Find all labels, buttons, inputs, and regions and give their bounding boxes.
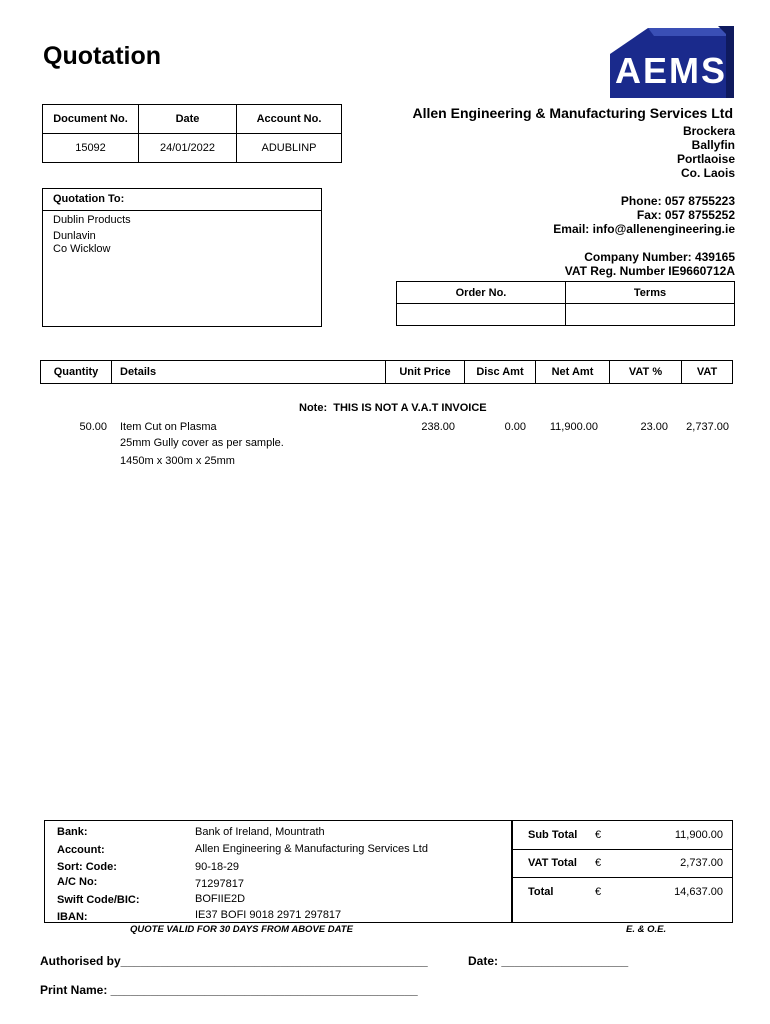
item-net-amt: 11,900.00 [549,421,598,433]
subtotal-value: 11,900.00 [674,829,723,841]
sort-code-value: 90-18-29 [195,861,240,873]
document-header-table [42,104,342,163]
item-vat-pct: 23.00 [640,421,668,433]
quotation-to-line: Dublin Products [53,214,131,226]
quote-valid-note: QUOTE VALID FOR 30 DAYS FROM ABOVE DATE [130,924,353,935]
account-label: Account: [57,844,105,856]
iban-value: IE37 BOFI 9018 2971 297817 [195,909,342,921]
company-address [677,124,735,180]
item-detail-line: 1450m x 300m x 25mm [120,455,235,467]
address-line: Ballyfin [691,138,735,152]
col-net-amt: Net Amt [536,361,610,384]
company-registration [565,250,735,278]
vat-note: Note: THIS IS NOT A V.A.T INVOICE [299,402,487,414]
col-unit-price: Unit Price [386,361,465,384]
quotation-to-label: Quotation To: [53,193,125,205]
total-value: 14,637.00 [674,886,723,898]
doc-no-label: Document No. [43,105,139,134]
vat-reg-number: VAT Reg. Number IE9660712A [564,264,735,278]
item-vat: 2,737.00 [686,421,729,433]
address-line: Portlaoise [676,152,735,166]
account-value: Allen Engineering & Manufacturing Services Ltd [195,843,428,855]
bank-label: Bank: [57,826,88,838]
page-title: Quotation [43,42,162,70]
iban-label: IBAN: [57,911,88,923]
item-unit-price: 238.00 [421,421,455,433]
account-no-value: ADUBLINP [237,134,342,163]
sort-code-label: Sort: Code: [57,861,117,873]
authorised-by-line: Authorised by______________________________________________ [40,954,428,968]
item-detail-line: 25mm Gully cover as per sample. [120,437,284,449]
eoe-note: E. & O.E. [626,924,667,935]
col-vat: VAT [682,361,733,384]
quotation-to-line: Co Wicklow [53,243,111,255]
address-line: Brockera [682,124,735,138]
company-contact [553,194,735,236]
currency-symbol: € [595,829,602,841]
total-label: Total [528,886,554,898]
col-vat-pct: VAT % [610,361,682,384]
currency-symbol: € [595,857,602,869]
company-logo [608,26,736,100]
order-no-label: Order No. [397,282,566,304]
currency-symbol: € [595,886,602,898]
date-value: 24/01/2022 [139,134,237,163]
item-detail-line: Item Cut on Plasma [120,421,217,433]
quotation-to-box [42,188,322,327]
company-number: Company Number: 439165 [584,250,735,264]
subtotal-label: Sub Total [528,829,578,841]
order-terms-table [396,281,735,326]
col-disc-amt: Disc Amt [465,361,536,384]
address-line: Co. Laois [680,166,735,180]
order-no-value [397,304,566,326]
doc-no-value: 15092 [43,134,139,163]
vat-total-value: 2,737.00 [680,857,723,869]
account-no-label: Account No. [237,105,342,134]
date-sign-line: Date: ___________________ [468,954,629,968]
swift-label: Swift Code/BIC: [57,894,140,906]
phone: Phone: 057 8755223 [620,194,735,208]
email: Email: info@allenengineering.ie [553,222,735,236]
terms-value [566,304,735,326]
col-quantity: Quantity [41,361,112,384]
date-label: Date [139,105,237,134]
terms-label: Terms [566,282,735,304]
company-name: Allen Engineering & Manufacturing Services Ltd [412,105,733,121]
bank-value: Bank of Ireland, Mountrath [195,826,325,838]
ac-no-value: 71297817 [195,878,244,890]
quotation-to-line: Dunlavin [53,230,96,242]
vat-total-label: VAT Total [528,857,577,869]
print-name-line: Print Name: ______________________________________________ [40,983,418,997]
item-quantity: 50.00 [79,421,107,433]
col-details: Details [112,361,386,384]
ac-no-label: A/C No: [57,876,98,888]
item-disc-amt: 0.00 [504,421,526,433]
logo-text: AEMS [614,50,727,91]
swift-value: BOFIIE2D [195,893,246,905]
line-items-header [40,360,733,384]
fax: Fax: 057 8755252 [636,208,735,222]
